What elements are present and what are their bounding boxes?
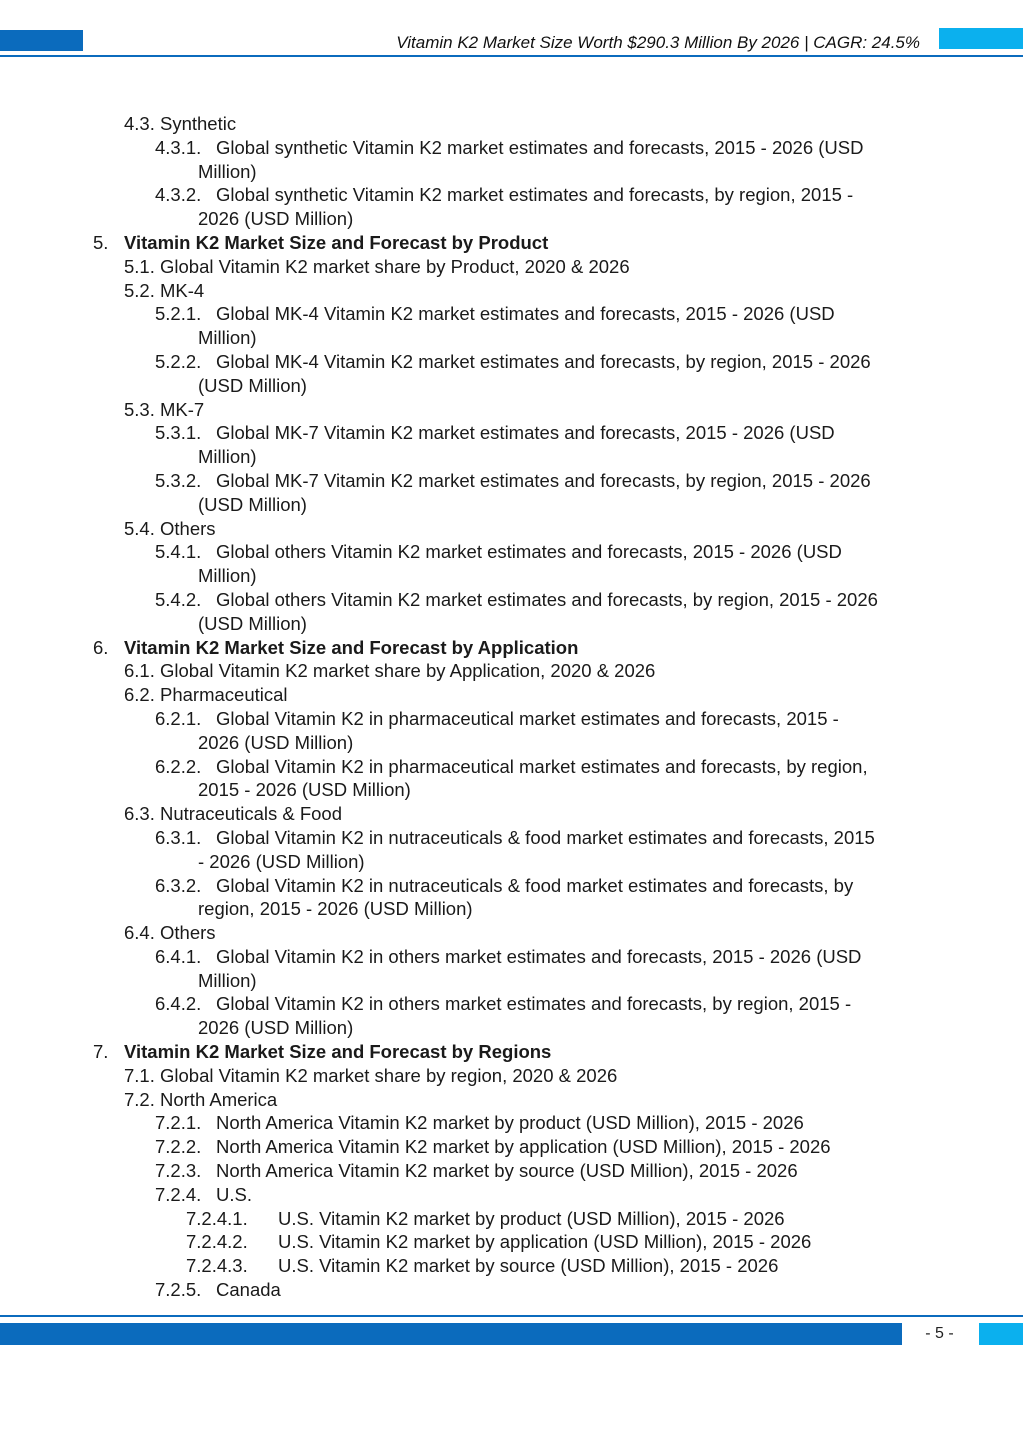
toc-entry-5-4-1: 5.4.1. Global others Vitamin K2 market estimates and forecasts, 2015 - 2026 (USD Million) (155, 541, 842, 587)
toc-entry-5-3-2: 5.3.2. Global MK-7 Vitamin K2 market estimates and forecasts, by region, 2015 - 2026 (USD Million) (155, 469, 871, 515)
toc-entry-5-1: 5.1. Global Vitamin K2 market share by Product, 2020 & 2026 (124, 255, 630, 277)
toc-entry-7-1: 7.1. Global Vitamin K2 market share by region, 2020 & 2026 (124, 1064, 618, 1086)
toc-entry-7-2-4-1: 7.2.4.1. U.S. Vitamin K2 market by product (USD Million), 2015 - 2026 (186, 1207, 785, 1229)
table-of-contents (0, 112, 1023, 1302)
footer-accent-right (979, 1323, 1023, 1345)
toc-entry-4-3-2: 4.3.2. Global synthetic Vitamin K2 market estimates and forecasts, by region, 2015 - 2026 (USD Million) (155, 184, 854, 230)
toc-entry-6-3-2: 6.3.2. Global Vitamin K2 in nutraceuticals & food market estimates and forecasts, by region, 2015 - 2026 (USD Million) (155, 874, 854, 920)
toc-entry-6-2-1: 6.2.1. Global Vitamin K2 in pharmaceutical market estimates and forecasts, 2015 - 2026 (USD Million) (155, 707, 839, 753)
toc-entry-6-2-2: 6.2.2. Global Vitamin K2 in pharmaceutical market estimates and forecasts, by region, 2015 - 2026 (USD Million) (155, 755, 868, 801)
toc-chapter-5: 5. Vitamin K2 Market Size and Forecast by Product (93, 231, 549, 253)
toc-entry-5-3-1: 5.3.1. Global MK-7 Vitamin K2 market estimates and forecasts, 2015 - 2026 (USD Million) (155, 422, 835, 468)
toc-chapter-7: 7. Vitamin K2 Market Size and Forecast by Regions (93, 1041, 552, 1063)
toc-entry-5-4-2: 5.4.2. Global others Vitamin K2 market estimates and forecasts, by region, 2015 - 2026 (USD Million) (155, 588, 878, 634)
toc-entry-4-3-1: 4.3.1. Global synthetic Vitamin K2 market estimates and forecasts, 2015 - 2026 (USD Million) (155, 136, 864, 182)
toc-chapter-6: 6. Vitamin K2 Market Size and Forecast by Application (93, 636, 579, 658)
toc-entry-7-2-4-3: 7.2.4.3. U.S. Vitamin K2 market by source (USD Million), 2015 - 2026 (186, 1255, 779, 1277)
toc-entry-5-3: 5.3. MK-7 (124, 398, 205, 420)
toc-entry-6-1: 6.1. Global Vitamin K2 market share by Application, 2020 & 2026 (124, 660, 656, 682)
header-title: Vitamin K2 Market Size Worth $290.3 Million By 2026 | CAGR: 24.5% (396, 33, 920, 52)
toc-entry-6-3: 6.3. Nutraceuticals & Food (124, 803, 342, 825)
toc-entry-7-2-4: 7.2.4. U.S. (155, 1183, 252, 1205)
toc-entry-5-2-1: 5.2.1. Global MK-4 Vitamin K2 market estimates and forecasts, 2015 - 2026 (USD Million) (155, 303, 835, 349)
page-number: - 5 - (925, 1325, 954, 1342)
toc-entry-6-4-2: 6.4.2. Global Vitamin K2 in others market estimates and forecasts, by region, 2015 - 2026 (USD Million) (155, 993, 852, 1039)
toc-entry-7-2-1: 7.2.1. North America Vitamin K2 market by product (USD Million), 2015 - 2026 (155, 1112, 804, 1134)
header-rule (0, 55, 1023, 57)
toc-entry-6-2: 6.2. Pharmaceutical (124, 684, 288, 706)
toc-entry-5-4: 5.4. Others (124, 517, 216, 539)
header-accent-right (939, 28, 1023, 49)
toc-entry-7-2: 7.2. North America (124, 1088, 278, 1110)
toc-entry-6-4: 6.4. Others (124, 922, 216, 944)
footer-band (0, 1323, 902, 1345)
footer-rule (0, 1315, 1023, 1317)
toc-entry-6-3-1: 6.3.1. Global Vitamin K2 in nutraceuticals & food market estimates and forecasts, 2015 - 2026 (USD Million) (155, 826, 875, 872)
toc-entry-5-2-2: 5.2.2. Global MK-4 Vitamin K2 market estimates and forecasts, by region, 2015 - 2026 (USD Million) (155, 350, 871, 396)
toc-entry-6-4-1: 6.4.1. Global Vitamin K2 in others market estimates and forecasts, 2015 - 2026 (USD Million) (155, 945, 862, 991)
header-accent-left (0, 30, 83, 51)
toc-entry-7-2-5: 7.2.5. Canada (155, 1279, 281, 1301)
toc-entry-5-2: 5.2. MK-4 (124, 279, 205, 301)
toc-entry-7-2-2: 7.2.2. North America Vitamin K2 market by application (USD Million), 2015 - 2026 (155, 1136, 831, 1158)
toc-entry-4-3: 4.3. Synthetic (124, 113, 237, 134)
toc-entry-7-2-4-2: 7.2.4.2. U.S. Vitamin K2 market by application (USD Million), 2015 - 2026 (186, 1231, 812, 1253)
toc-entry-7-2-3: 7.2.3. North America Vitamin K2 market by source (USD Million), 2015 - 2026 (155, 1160, 798, 1182)
